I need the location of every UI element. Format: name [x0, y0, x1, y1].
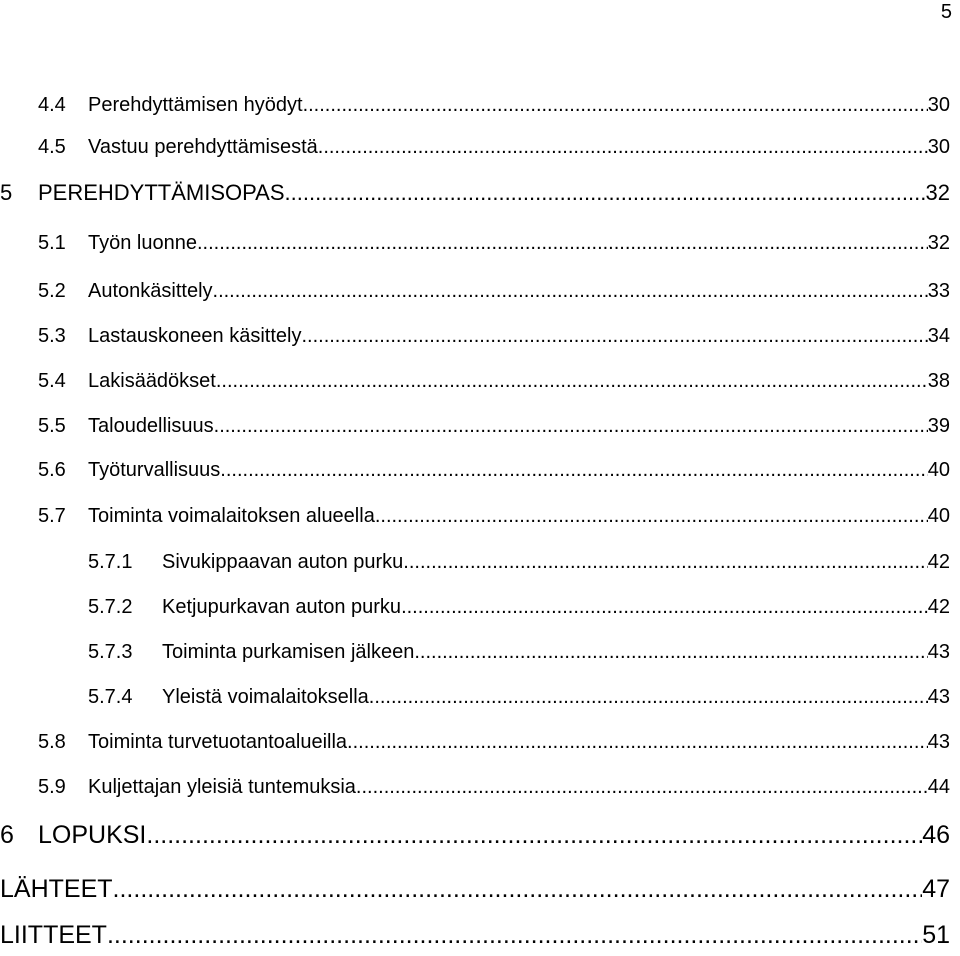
toc-entry-5-2[interactable] — [38, 279, 950, 305]
toc-entry-5-8[interactable] — [38, 730, 950, 756]
toc-entry-5-7-4[interactable] — [88, 685, 950, 711]
toc-entry-page: 44 — [927, 776, 950, 798]
toc-entry-page: 39 — [927, 415, 950, 437]
toc-entry-number: 5.8 — [38, 731, 66, 753]
toc-leader-dots — [197, 231, 928, 255]
toc-entry-page: 32 — [927, 232, 950, 254]
toc-entry-number: 5.5 — [38, 415, 66, 437]
toc-entry-5-7-2[interactable] — [88, 595, 950, 621]
toc-leader-dots — [347, 730, 928, 754]
toc-entry-title: Perehdyttämisen hyödyt — [88, 94, 303, 116]
toc-entry-title: Toiminta voimalaitoksen alueella — [88, 505, 375, 527]
toc-leader-dots — [213, 279, 928, 303]
toc-entry-title: Lastauskoneen käsittely — [88, 325, 302, 347]
toc-entry-page: 51 — [922, 921, 950, 949]
toc-entry-number: 6 — [0, 821, 14, 849]
toc-entry-number: 4.4 — [38, 94, 66, 116]
toc-entry-number: 5.4 — [38, 370, 66, 392]
toc-entry-4-5[interactable] — [38, 135, 950, 161]
toc-entry-page: 43 — [927, 641, 950, 663]
toc-entry-title: Autonkäsittely — [88, 280, 213, 302]
toc-entry-number: 5 — [0, 180, 13, 205]
toc-entry-title: Sivukippaavan auton purku — [162, 551, 404, 573]
toc-entry-5-7[interactable] — [38, 504, 950, 530]
toc-leader-dots — [356, 775, 928, 799]
toc-entry-title: PEREHDYTTÄMISOPAS — [38, 180, 285, 205]
toc-entry-6[interactable] — [0, 820, 950, 854]
toc-leader-dots — [414, 640, 927, 664]
toc-entry-5-1[interactable] — [38, 231, 950, 257]
toc-entry-page: 32 — [925, 180, 950, 205]
toc-leader-dots — [220, 458, 927, 482]
toc-entry-number: 5.7.3 — [88, 641, 133, 663]
toc-entry-page: 46 — [922, 821, 950, 849]
toc-entry-liitteet[interactable] — [0, 920, 950, 954]
toc-entry-title: LÄHTEET — [0, 875, 113, 903]
toc-entry-5-7-3[interactable] — [88, 640, 950, 666]
toc-entry-number: 4.5 — [38, 136, 66, 158]
toc-leader-dots — [369, 685, 928, 709]
toc-entry-5-3[interactable] — [38, 324, 950, 350]
toc-entry-number: 5.7 — [38, 505, 66, 527]
toc-entry-number: 5.7.2 — [88, 596, 133, 618]
toc-entry-number: 5.6 — [38, 459, 66, 481]
toc-leader-dots — [216, 369, 928, 393]
toc-entry-5-9[interactable] — [38, 775, 950, 801]
toc-entry-5[interactable] — [0, 179, 950, 209]
toc-leader-dots — [401, 595, 928, 619]
toc-entry-5-5[interactable] — [38, 414, 950, 440]
toc-entry-5-6[interactable] — [38, 458, 950, 484]
toc-entry-page: 42 — [927, 596, 950, 618]
toc-entry-5-4[interactable] — [38, 369, 950, 395]
toc-entry-number: 5.2 — [38, 280, 66, 302]
toc-entry-title: Kuljettajan yleisiä tuntemuksia — [88, 776, 356, 798]
toc-leader-dots — [113, 874, 923, 904]
toc-entry-lahteet[interactable] — [0, 874, 950, 908]
toc-leader-dots — [375, 504, 928, 528]
toc-entry-page: 38 — [927, 370, 950, 392]
toc-entry-page: 42 — [927, 551, 950, 573]
toc-leader-dots — [107, 920, 922, 950]
toc-entry-page: 40 — [927, 505, 950, 527]
toc-entry-page: 43 — [927, 731, 950, 753]
toc-entry-5-7-1[interactable] — [88, 550, 950, 576]
toc-entry-page: 40 — [927, 459, 950, 481]
toc-leader-dots — [403, 550, 927, 574]
toc-entry-page: 47 — [922, 875, 950, 903]
toc-entry-title: Yleistä voimalaitoksella — [162, 686, 369, 708]
toc-leader-dots — [301, 324, 927, 348]
toc-entry-number: 5.7.4 — [88, 686, 133, 708]
toc-leader-dots — [214, 414, 928, 438]
toc-entry-number: 5.7.1 — [88, 551, 133, 573]
toc-entry-title: Ketjupurkavan auton purku — [162, 596, 402, 618]
toc-entry-title: LOPUKSI — [38, 821, 147, 849]
toc-entry-title: Vastuu perehdyttämisestä — [88, 136, 318, 158]
toc-entry-page: 33 — [927, 280, 950, 302]
page-number: 5 — [940, 1, 952, 23]
toc-entry-4-4[interactable] — [38, 93, 950, 119]
toc-leader-dots — [318, 135, 928, 159]
toc-entry-title: Toiminta purkamisen jälkeen — [162, 641, 415, 663]
toc-leader-dots — [146, 820, 922, 850]
toc-entry-page: 34 — [927, 325, 950, 347]
toc-entry-title: Työturvallisuus — [88, 459, 221, 481]
toc-entry-title: Toiminta turvetuotantoalueilla — [88, 731, 348, 753]
toc-leader-dots — [303, 93, 928, 117]
toc-entry-number: 5.1 — [38, 232, 66, 254]
toc-entry-title: Taloudellisuus — [88, 415, 214, 437]
toc-entry-title: Työn luonne — [88, 232, 197, 254]
toc-leader-dots — [285, 179, 926, 207]
toc-entry-title: Lakisäädökset — [88, 370, 216, 392]
toc-entry-page: 43 — [927, 686, 950, 708]
toc-entry-page: 30 — [927, 94, 950, 116]
toc-entry-number: 5.9 — [38, 776, 66, 798]
toc-entry-title: LIITTEET — [0, 921, 107, 949]
toc-entry-number: 5.3 — [38, 325, 66, 347]
toc-entry-page: 30 — [927, 136, 950, 158]
